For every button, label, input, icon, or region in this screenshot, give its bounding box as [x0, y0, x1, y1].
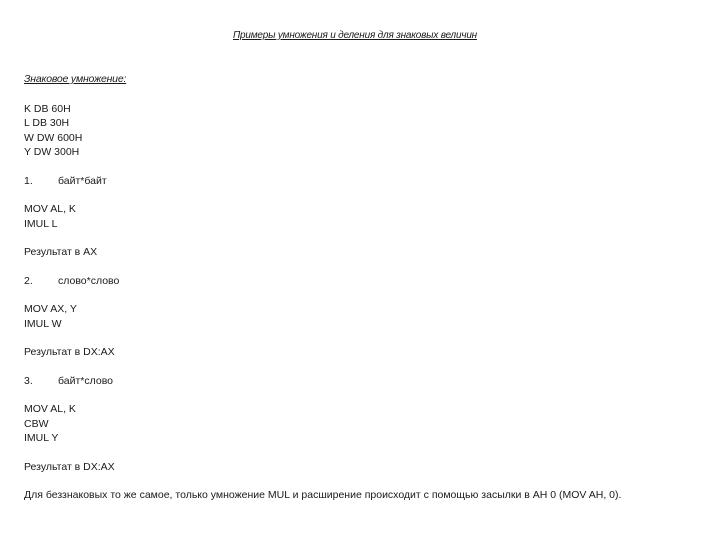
document-body	[24, 72, 704, 503]
example-number: 3.	[24, 374, 33, 387]
result-text: Результат в DX:AX	[24, 460, 115, 473]
declaration-line: K DB 60H	[24, 102, 71, 115]
code-line: MOV AL, K	[24, 403, 76, 415]
example-number: 1.	[24, 174, 33, 187]
example-label: байт*слово	[58, 374, 114, 387]
footer-note: Для беззнаковых то же самое, только умножение MUL и расширение происходит с помощью засылки в AH 0 (MOV AH, 0).	[24, 489, 622, 501]
section-heading: Знаковое умножение:	[24, 73, 127, 85]
code-block	[24, 302, 704, 331]
example-heading	[24, 374, 704, 389]
code-block	[24, 402, 704, 446]
declarations-block	[24, 102, 704, 160]
example-heading	[24, 274, 704, 289]
result-text: Результат в AX	[24, 246, 98, 258]
example-number: 2.	[24, 274, 33, 287]
example-label: слово*слово	[58, 274, 120, 287]
declaration-line: Y DW 300H	[24, 146, 80, 158]
code-line: MOV AL, K	[24, 203, 76, 215]
code-line: IMUL L	[24, 217, 58, 230]
code-line: IMUL W	[24, 317, 62, 330]
code-line: IMUL Y	[24, 432, 59, 444]
page-title: Примеры умножения и деления для знаковых величин	[232, 30, 477, 41]
code-block	[24, 202, 704, 231]
example-label: байт*байт	[58, 174, 107, 187]
result-text: Результат в DX:AX	[24, 346, 115, 358]
example-heading	[24, 174, 704, 189]
declaration-line: L DB 30H	[24, 117, 70, 129]
code-line: MOV AX, Y	[24, 303, 77, 315]
declaration-line: W DW 600H	[24, 131, 83, 144]
code-line: CBW	[24, 417, 49, 430]
